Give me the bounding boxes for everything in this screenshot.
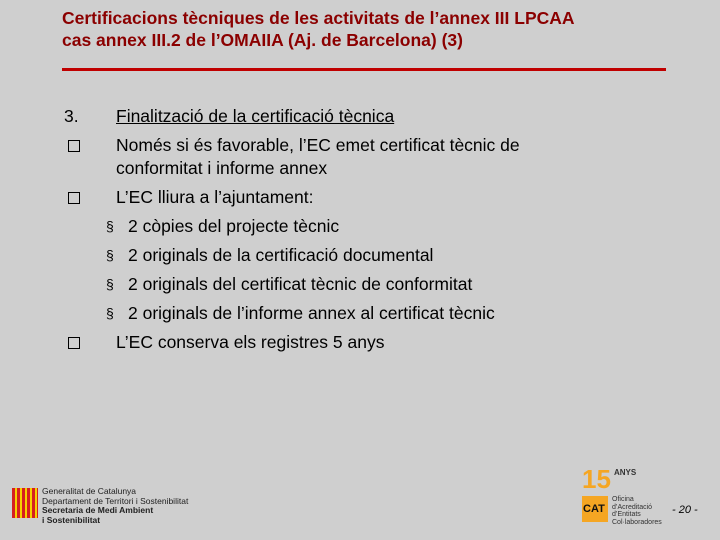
generalitat-text [42, 487, 188, 525]
enac-line-1: Oficina [612, 496, 634, 503]
enac-line-3: d’Entitats [612, 511, 641, 518]
gencat-line-3: Secretaria de Medi Ambient [42, 505, 154, 515]
oficina-acreditacio-logo [578, 464, 688, 526]
enac-text [612, 496, 662, 526]
section-number: 3. [64, 106, 79, 126]
item-1-line-1: Només si és favorable, l’EC emet certificat tècnic de [116, 135, 520, 155]
generalitat-logo [10, 487, 210, 527]
page-title [62, 7, 702, 51]
section-bullet-icon: § [106, 305, 114, 321]
section-heading: Finalització de la certificació tècnica [116, 106, 395, 126]
page-number: - 20 - [672, 504, 698, 516]
years-label: ANYS [614, 468, 637, 477]
title-divider [62, 68, 666, 71]
section-bullet-icon: § [106, 247, 114, 263]
checkbox-bullet-icon [68, 140, 80, 152]
enac-line-4: Col·laboradores [612, 518, 662, 526]
checkbox-bullet-icon [68, 337, 80, 349]
years-number: 15 [582, 464, 611, 494]
item-3: L’EC conserva els registres 5 anys [116, 332, 385, 352]
enac-line-2: d’Acreditació [612, 503, 653, 511]
cat-badge-icon [582, 496, 608, 522]
gencat-line-2: Departament de Territori i Sostenibilitat [42, 495, 189, 506]
checkbox-bullet-icon [68, 192, 80, 204]
section-bullet-icon: § [106, 276, 114, 292]
title-line-2: cas annex III.2 de l’OMAIIA (Aj. de Barcelona) (3) [62, 30, 463, 50]
subitem-2: 2 originals de la certificació documental [128, 245, 434, 265]
title-line-1: Certificacions tècniques de les activitats de l’annex III LPCAA [62, 8, 575, 28]
subitem-1: 2 còpies del projecte tècnic [128, 216, 340, 236]
cat-badge-text: CAT [583, 503, 605, 515]
senyera-icon [12, 488, 38, 518]
item-2: L’EC lliura a l’ajuntament: [116, 187, 314, 207]
gencat-line-1: Generalitat de Catalunya [42, 486, 137, 496]
gencat-line-4: i Sostenibilitat [42, 514, 101, 525]
section-bullet-icon: § [106, 218, 114, 234]
subitem-4: 2 originals de l’informe annex al certificat tècnic [128, 303, 495, 323]
subitem-3: 2 originals del certificat tècnic de conformitat [128, 274, 473, 294]
item-1-line-2: conformitat i informe annex [116, 158, 328, 178]
